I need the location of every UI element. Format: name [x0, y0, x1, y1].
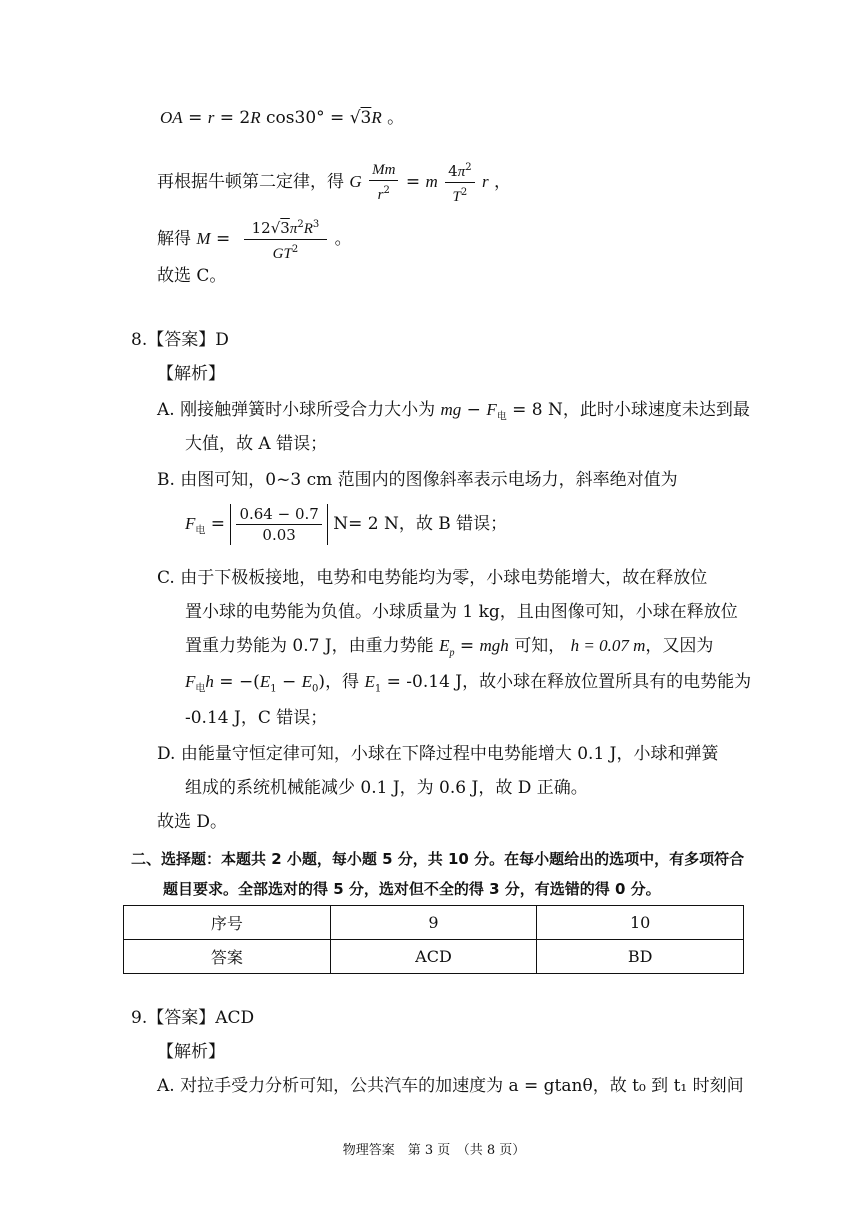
table-cell: BD: [537, 940, 744, 974]
table-cell: ACD: [330, 940, 537, 974]
solve-mass-line: 解得 M = $\frac{12√3\pi^2R^3}{GT^2}$ 。: [157, 215, 352, 264]
q8-option-a-line1: A. 刚接触弹簧时小球所受合力大小为 mg − $F_电 = 8$ N，此时小球速度未达到最: [157, 400, 750, 423]
table-cell: 9: [330, 906, 537, 940]
answer-table-header-row: [124, 906, 744, 940]
q9-option-a-line1: A. 对拉手受力分析可知，公共汽车的加速度为 a = gtanθ，故 t₀ 到 t₁ 时刻间: [157, 1076, 744, 1096]
q8-option-c-line3: 置重力势能为 0.7 J，由重力势能 $E_p$ = mgh 可知， h = 0.07 m，又因为: [185, 636, 714, 659]
q8-analysis-label: 【解析】: [157, 364, 225, 384]
q7-conclusion: 故选 C。: [157, 266, 227, 286]
newton-second-law-line: 再根据牛顿第二定律，得 G $\frac{Mm}{r^2}$ = m $\frac{4\pi^2}{T^2}$ r ，: [157, 158, 511, 207]
section2-instructions-line1: 二、选择题：本题共 2 小题，每小题 5 分，共 10 分。在每小题给出的选项中，有多项符合: [131, 850, 745, 868]
page-footer: 物理答案 第 3 页 （共 8 页）: [342, 1143, 526, 1158]
q8-option-c-line5: -0.14 J，C 错误；: [185, 708, 328, 728]
q9-analysis-label: 【解析】: [157, 1042, 225, 1062]
q8-option-d-line1: D. 由能量守恒定律可知，小球在下降过程中电势能增大 0.1 J，小球和弹簧: [157, 744, 719, 764]
table-cell: 10: [537, 906, 744, 940]
q8-answer-header: 8.【答案】D: [131, 330, 229, 350]
q8-option-c-line4: $F_电h = -(E_1 - E_0)$，得 $E_1 = -0.14$ J，故小球在释放位置所具有的电势能为: [185, 672, 752, 695]
table-cell: 序号: [124, 906, 331, 940]
q8-option-c-line2: 置小球的电势能为负值。小球质量为 1 kg，且由图像可知，小球在释放位: [185, 602, 738, 622]
table-cell: 答案: [124, 940, 331, 974]
answer-table: [123, 905, 744, 974]
q8-option-b-formula: $F_电$ = $\frac{0.64 - 0.7}{0.03}$ N= 2 N，故 B 错误；: [185, 505, 508, 544]
formula-oa: OA = r = 2R cos30° = √3R 。: [160, 108, 405, 128]
answer-table-row: [124, 940, 744, 974]
q8-option-a-line2: 大值，故 A 错误；: [185, 434, 328, 454]
q9-answer-header: 9.【答案】ACD: [131, 1008, 255, 1028]
q8-option-d-line2: 组成的系统机械能减少 0.1 J，为 0.6 J，故 D 正确。: [185, 778, 588, 798]
q8-option-b-line1: B. 由图可知，0~3 cm 范围内的图像斜率表示电场力，斜率绝对值为: [157, 470, 678, 490]
q8-option-c-line1: C. 由于下极板接地，电势和电势能均为零，小球电势能增大，故在释放位: [157, 568, 708, 588]
q8-conclusion: 故选 D。: [157, 812, 228, 832]
section2-instructions-line2: 题目要求。全部选对的得 5 分，选对但不全的得 3 分，有选错的得 0 分。: [163, 880, 661, 898]
